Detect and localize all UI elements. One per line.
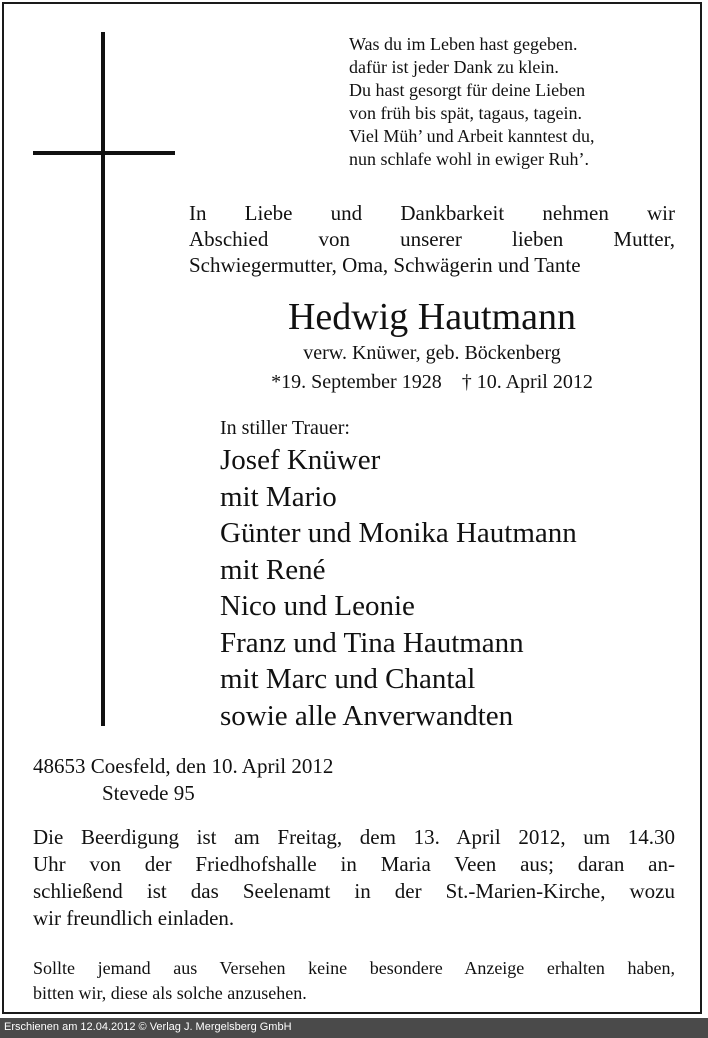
street-address: Stevede 95 — [102, 781, 195, 805]
poem-line: von früh bis spät, tagaus, tagein. — [349, 103, 582, 123]
birth-date: *19. September 1928 — [271, 371, 442, 393]
deceased-maiden-name: verw. Knüwer, geb. Böckenberg — [303, 342, 561, 364]
poem-line: Was du im Leben hast gegeben. — [349, 34, 578, 54]
mourner-line: Josef Knüwer — [220, 444, 381, 476]
funeral-line: Uhr von der Friedhofshalle in Maria Veen aus; daran an- — [33, 852, 675, 876]
mourner-line: sowie alle Anverwandten — [220, 699, 514, 732]
deceased-name: Hedwig Hautmann — [287, 296, 577, 338]
poem-line: nun schlafe wohl in ewiger Ruh’. — [349, 149, 589, 169]
funeral-line: Die Beerdigung ist am Freitag, dem 13. April 2012, um 14.30 — [33, 825, 675, 849]
mourner-line: Nico und Leonie — [220, 590, 415, 622]
cross-icon-vertical — [101, 32, 105, 726]
notice-line: Sollte jemand aus Versehen keine besondere Anzeige erhalten haben, — [33, 958, 675, 978]
mourner-line: mit René — [220, 553, 326, 586]
mourner-line: Franz und Tina Hautmann — [220, 626, 524, 659]
funeral-line: schließend ist das Seelenamt in der St.-Marien-Kirche, wozu — [33, 879, 675, 903]
mourner-line: mit Mario — [220, 480, 337, 513]
intro-line: Abschied von unserer lieben Mutter, — [189, 227, 675, 251]
intro-line: In Liebe und Dankbarkeit nehmen wir — [189, 201, 675, 225]
intro-line: Schwiegermutter, Oma, Schwägerin und Tante — [189, 253, 581, 277]
funeral-info — [33, 824, 675, 932]
poem-line: Viel Müh’ und Arbeit kanntest du, — [349, 126, 595, 146]
mourner-line: Günter und Monika Hautmann — [220, 517, 577, 549]
notice-text — [33, 956, 675, 1006]
place-date: 48653 Coesfeld, den 10. April 2012 — [33, 754, 334, 778]
funeral-line: wir freundlich einladen. — [33, 906, 235, 930]
cross-icon-horizontal — [33, 151, 175, 155]
mourners-list — [220, 442, 577, 734]
notice-line: bitten wir, diese als solche anzusehen. — [33, 983, 307, 1003]
intro-text — [189, 200, 675, 278]
poem-line: dafür ist jeder Dank zu klein. — [349, 57, 559, 77]
publisher-footer: Erschienen am 12.04.2012 © Verlag J. Mergelsberg GmbH — [4, 1021, 292, 1033]
death-date: † 10. April 2012 — [461, 371, 593, 393]
poem — [349, 33, 595, 171]
mourners-label: In stiller Trauer: — [220, 417, 350, 439]
mourner-line: mit Marc und Chantal — [220, 663, 476, 695]
poem-line: Du hast gesorgt für deine Lieben — [349, 80, 586, 100]
life-dates — [189, 369, 675, 395]
